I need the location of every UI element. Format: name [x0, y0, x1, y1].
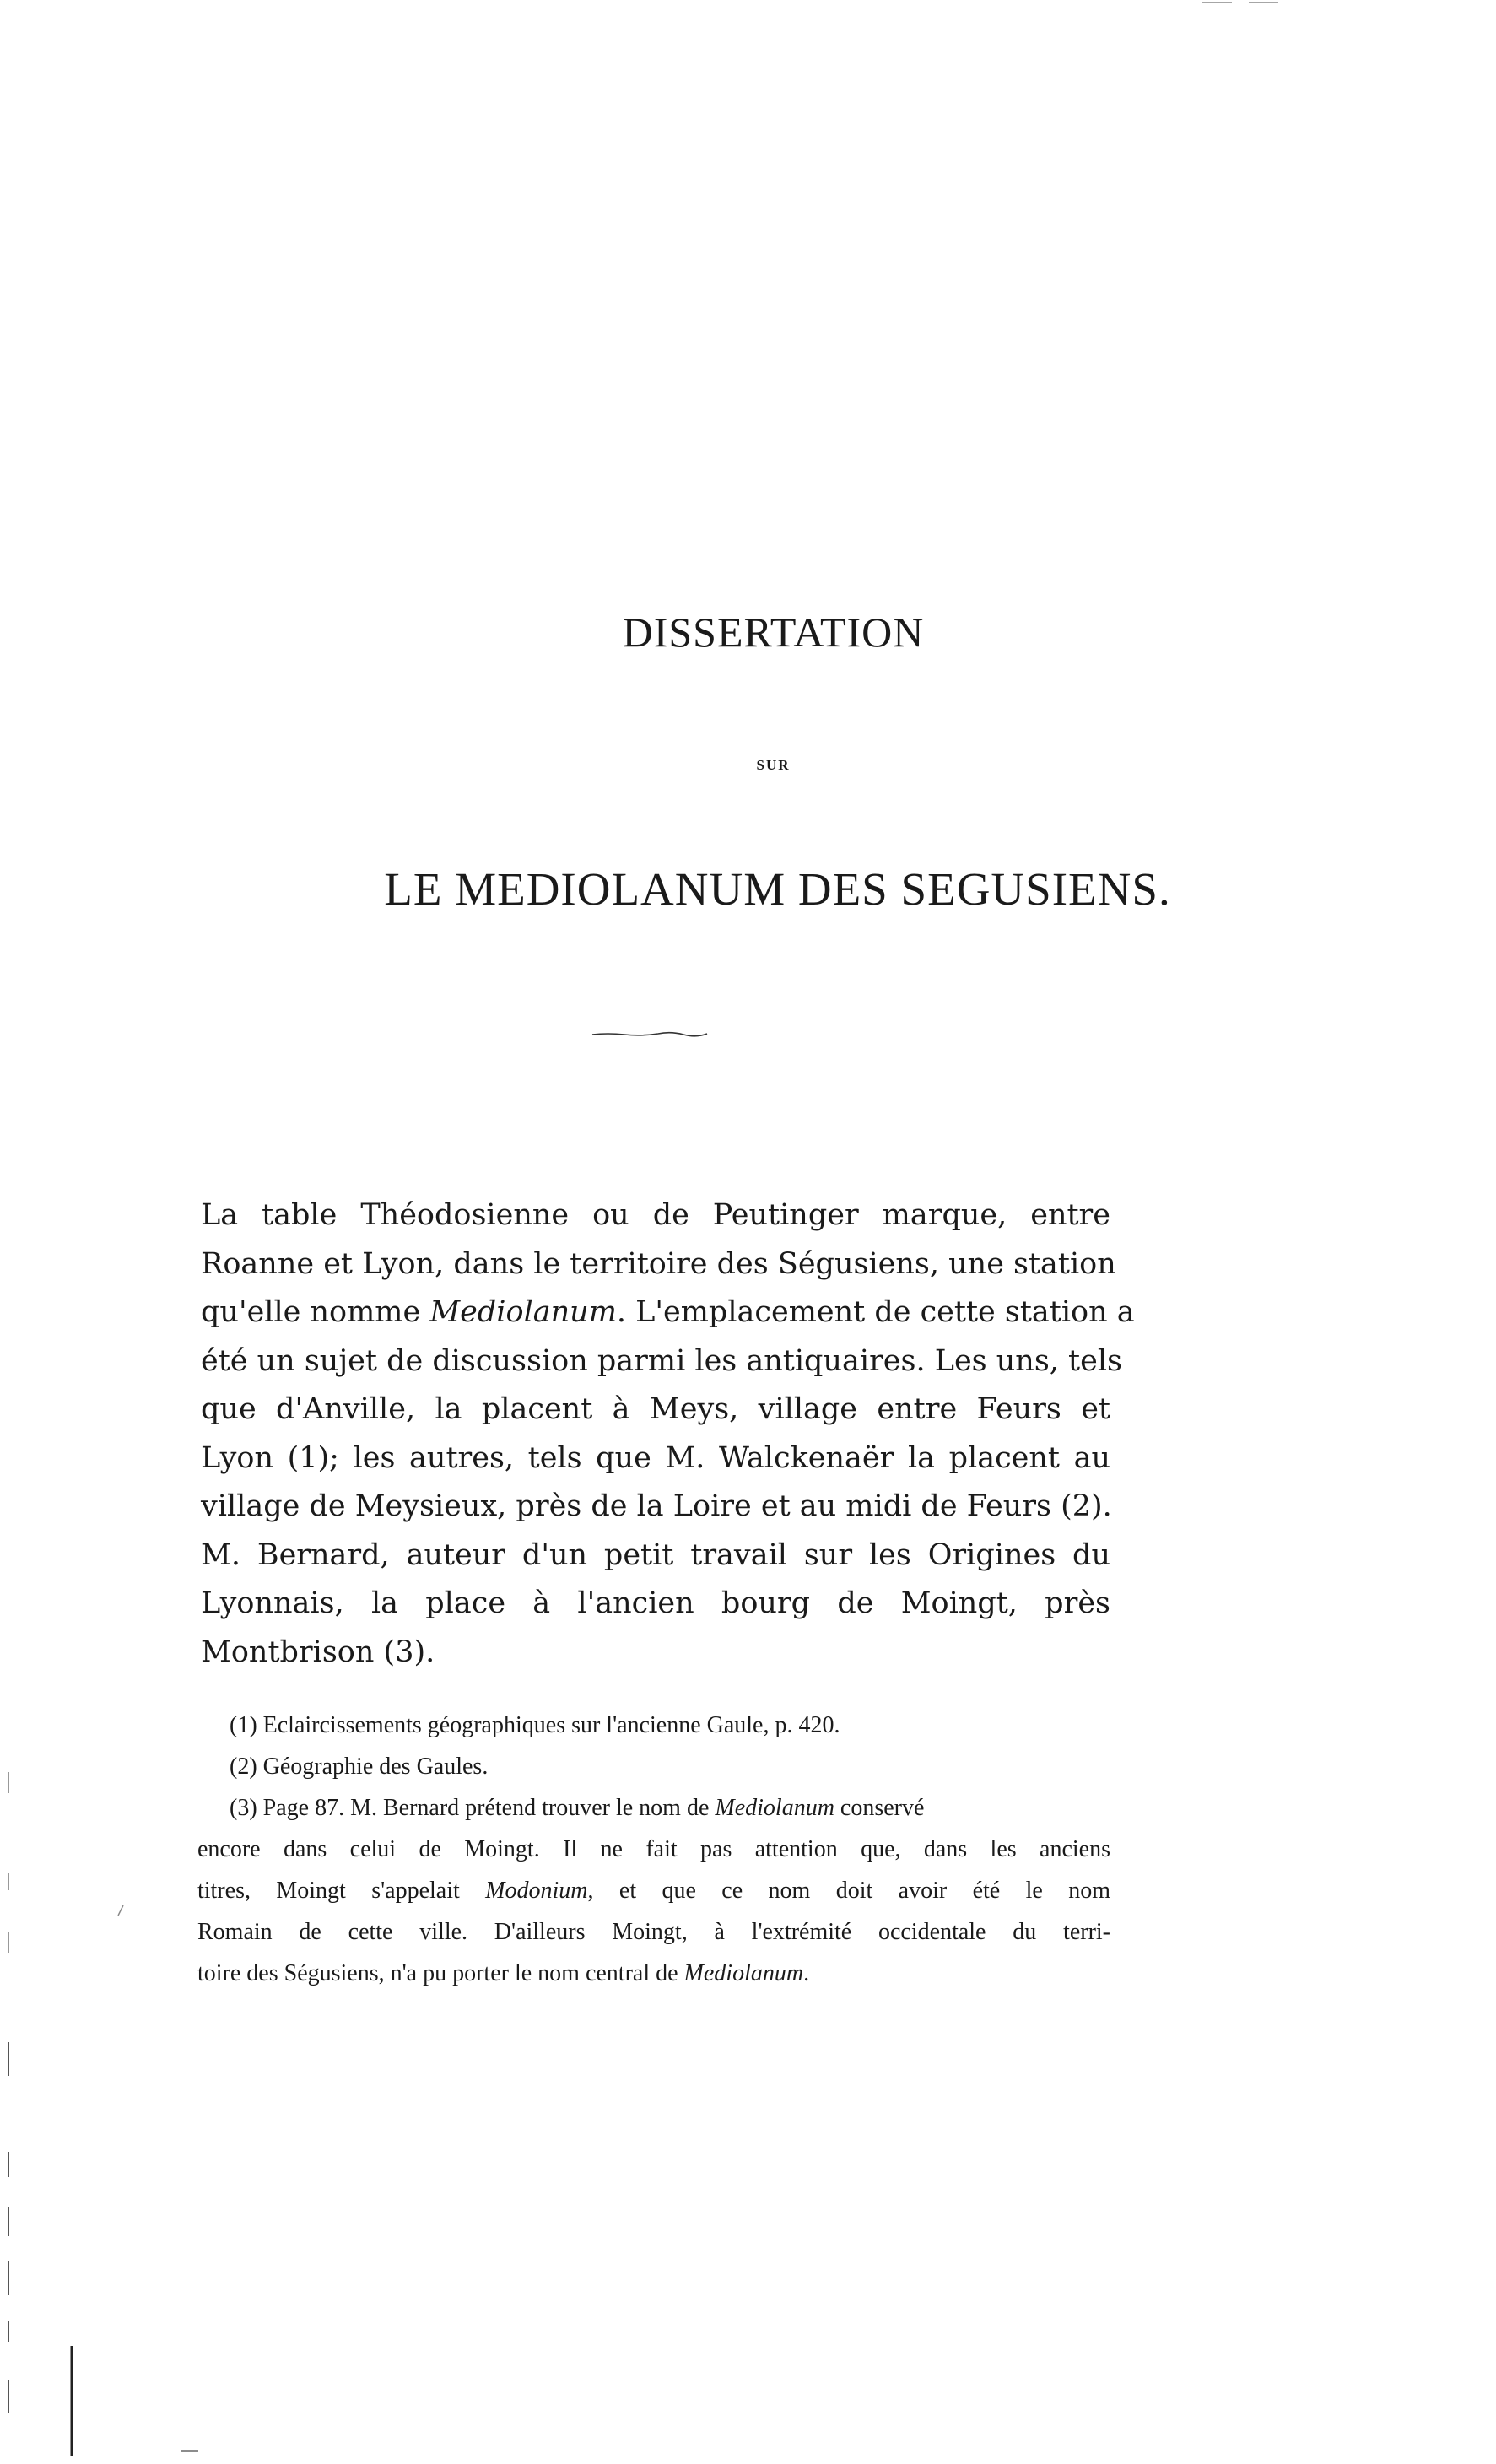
body-line: M. Bernard, auteur d'un petit travail sur les Origines du	[201, 1537, 1110, 1572]
footnote-1: (1) Eclaircissements géographiques sur l'ancienne Gaule, p. 420.	[230, 1712, 840, 1738]
footnote-3-line	[197, 1953, 1110, 1994]
footnote-2: (2) Géographie des Gaules.	[230, 1753, 489, 1780]
footnote-3-line: encore dans celui de Moingt. Il ne fait pas attention que, dans les anciens	[197, 1836, 1110, 1862]
italic-term: Mediolanum	[683, 1960, 804, 1986]
body-text-fragment: qu'elle nomme	[201, 1295, 430, 1329]
body-line: été un sujet de discussion parmi les antiquaires. Les uns, tels	[201, 1343, 1122, 1378]
body-text	[201, 1191, 1135, 1677]
body-line: que d'Anville, la placent à Meys, village entre Feurs et	[201, 1392, 1110, 1426]
footnote-fragment: (3) Page 87. M. Bernard prétend trouver le nom de	[230, 1795, 716, 1821]
footnote-fragment: .	[803, 1960, 810, 1986]
body-line	[201, 1289, 1135, 1337]
body-line: Roanne et Lyon, dans le territoire des Ségusiens, une station	[201, 1246, 1116, 1281]
footnote-3-line	[197, 1870, 1110, 1911]
body-text-fragment: . L'emplacement de cette station a	[616, 1295, 1135, 1329]
footnote-fragment: , et que ce nom doit avoir été le nom	[587, 1878, 1110, 1904]
footnotes	[197, 1705, 1110, 1994]
divider-ornament	[591, 1028, 709, 1040]
page-title: DISSERTATION	[622, 608, 925, 656]
body-line: La table Théodosienne ou de Peutinger marque, entre	[201, 1198, 1110, 1232]
italic-term: Mediolanum	[715, 1795, 834, 1821]
body-line: Lyonnais, la place à l'ancien bourg de Moingt, près	[201, 1586, 1110, 1620]
body-line: Lyon (1); les autres, tels que M. Walckenaër la placent au	[201, 1440, 1110, 1475]
footnote-3-line: Romain de cette ville. D'ailleurs Moingt, à l'extrémité occidentale du terri-	[197, 1919, 1110, 1945]
body-line: Montbrison (3).	[201, 1635, 435, 1669]
footnote-fragment: titres, Moingt s'appelait	[197, 1878, 486, 1904]
subtitle-word: SUR	[756, 757, 791, 773]
italic-term: Mediolanum	[429, 1295, 617, 1329]
footnote-fragment: conservé	[834, 1795, 925, 1821]
footnote-3	[211, 1787, 1110, 1829]
scan-mark	[118, 1905, 123, 1916]
main-title: LE MEDIOLANUM DES SEGUSIENS.	[384, 863, 1171, 915]
footnote-fragment: toire des Ségusiens, n'a pu porter le nom central de	[197, 1960, 684, 1986]
body-line: village de Meysieux, près de la Loire et au midi de Feurs (2).	[201, 1489, 1112, 1523]
italic-term: Modonium	[485, 1878, 588, 1904]
